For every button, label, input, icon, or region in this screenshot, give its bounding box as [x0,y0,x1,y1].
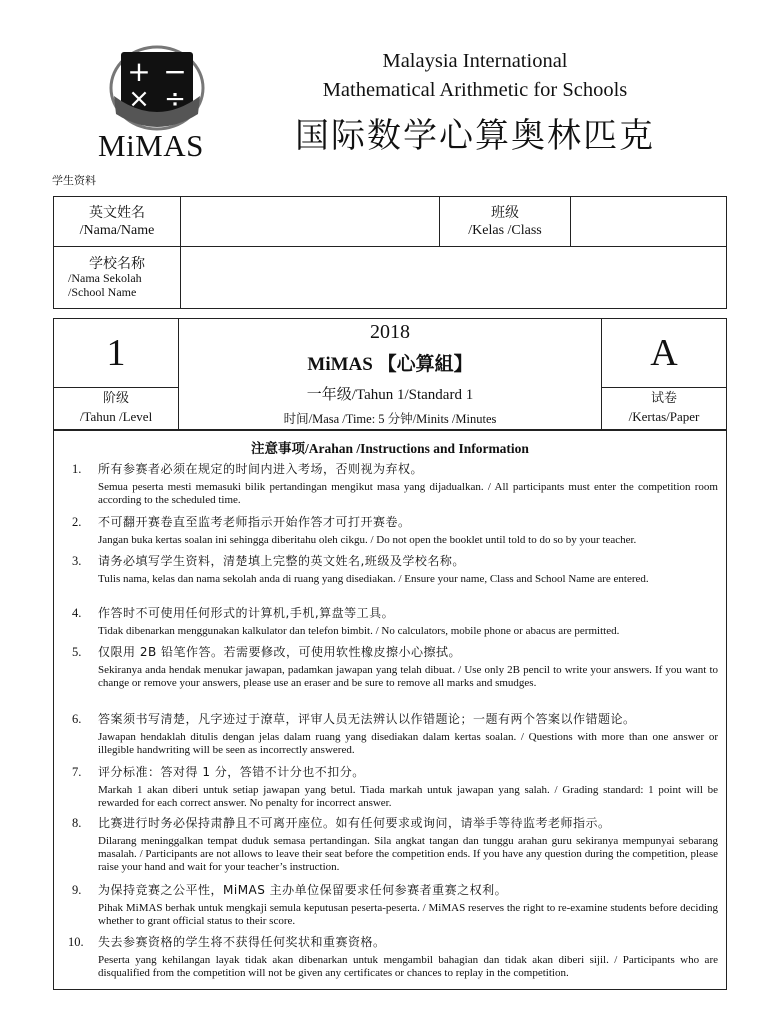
exam-title: MiMAS 【心算組】 [307,354,473,375]
exam-time: 时间/Masa /Time: 5 分钟/Minits /Minutes [283,412,497,426]
svg-text:−: − [163,55,187,88]
exam-year: 2018 [370,321,410,343]
student-info-label: 学生资料 [52,174,96,187]
school-field[interactable] [181,247,727,309]
school-label: 学校名称 /Nama Sekolah /School Name [54,247,181,309]
exam-info-box [178,318,602,430]
name-field[interactable] [181,197,440,247]
paper-value: A [650,332,678,374]
level-box [53,318,179,388]
svg-text:÷: ÷ [164,84,186,114]
instructions-box: 注意事项/Arahan /Instructions and Information 1. 所有参赛者必须在规定的时间内进入考场，否则视为弃权。 Semua peserta mesti memasuki bilik pertandingan mengikut masa yang dijadualkan. / All participants must enter the competition room according to the scheduled time. 2. 不可翻开赛卷直至监考老师指示开始作答才可打开赛卷。 Jangan buka kertas soalan ini sehingga diberitahu oleh cikgu. / Do not open the booklet until told to do so by your teacher. 3. 请务必填写学生资料，清楚填上完整的英文姓名,班级及学校名称。 Tulis nama, kelas dan nama sekolah anda di ruang yang disediakan. / Ensure your name, Class and School Name are entered. 4. 作答时不可使用任何形式的计算机,手机,算盘等工具。 Tidak dibenarkan menggunakan kalkulator dan telefon bimbit. / No calculators, mobile phone or abacus are permitted. 5. 仅限用 2B 铅笔作答。若需要修改，可使用软性橡皮擦小心擦拭。 Sekiranya anda hendak menukar jawapan, padamkan jawapan yang telah dibuat. / Use only 2B pencil to write your answers. If you want to change or remove your answers, please use an eraser and be sure to remove all marks and smudges. 6. 答案须书写清楚，凡字迹过于潦草，评审人员无法辨认以作错题论；一题有两个答案以作错题论。 Jawapan hendaklah ditulis dengan jelas dalam ruang yang disediakan dalam kertas soalan. / Questions with more than one answer or illegible handwriting will be seen as incorrectly answered. 7. 评分标准：答对得 1 分，答错不计分也不扣分。 Markah 1 akan diberi untuk setiap jawapan yang betul. Tiada markah untuk jawapan yang salah. / Grading standard: 1 point will be rewarded for each correct answer. No penalty for incorrect answer. 8. 比赛进行时务必保持肃静且不可离开座位。如有任何要求或询问，请举手等待监考老师指示。 Dilarang meninggalkan tempat duduk semasa pertandingan. Sila angkat tangan dan tunggu arahan guru sekiranya mempunyai sebarang masalah. / Participants are not allows to leave their seat before the competition ends. If you have any question during the competition, please raise your hand and wait for your teacher’s instruction. 9. 为保持竞赛之公平性，MiMAS 主办单位保留要求任何参赛者重赛之权利。 Pihak MiMAS berhak untuk mengkaji semula keputusan peserta-peserta. / MiMAS reserves the right to re-examine students before deciding whether to grant official status to their score. 10. 失去参赛资格的学生将不获得任何奖状和重赛资格。 Peserta yang kehilangan layak tidak akan dibenarkan untuk mengambil bahagian dan tidak akan diberi sijil. / Participants who are disqualified from the competition will not be given any certificates or chances to replay in the competition. [53,430,727,990]
svg-text:+: + [127,55,151,88]
name-label: 英文姓名 /Nama/Name [54,197,181,247]
class-field[interactable] [571,197,727,247]
instructions-title: 注意事项/Arahan /Instructions and Information [251,441,529,456]
header-chinese-title: 国际数学心算奥林匹克 [295,116,655,156]
exam-standard: 一年级/Tahun 1/Standard 1 [306,387,474,403]
student-info-form [53,196,727,309]
header-line-1: Malaysia International [382,50,568,72]
level-label: 阶级 /Tahun /Level [53,387,179,430]
logo-wordmark: MiMAS [98,128,204,163]
paper-box [601,318,727,388]
level-value: 1 [106,332,126,374]
header-line-2: Mathematical Arithmetic for Schools [322,79,628,101]
paper-label: 试卷 /Kertas/Paper [601,387,727,430]
class-label: 班级 /Kelas /Class [440,197,571,247]
svg-text:×: × [128,84,150,114]
